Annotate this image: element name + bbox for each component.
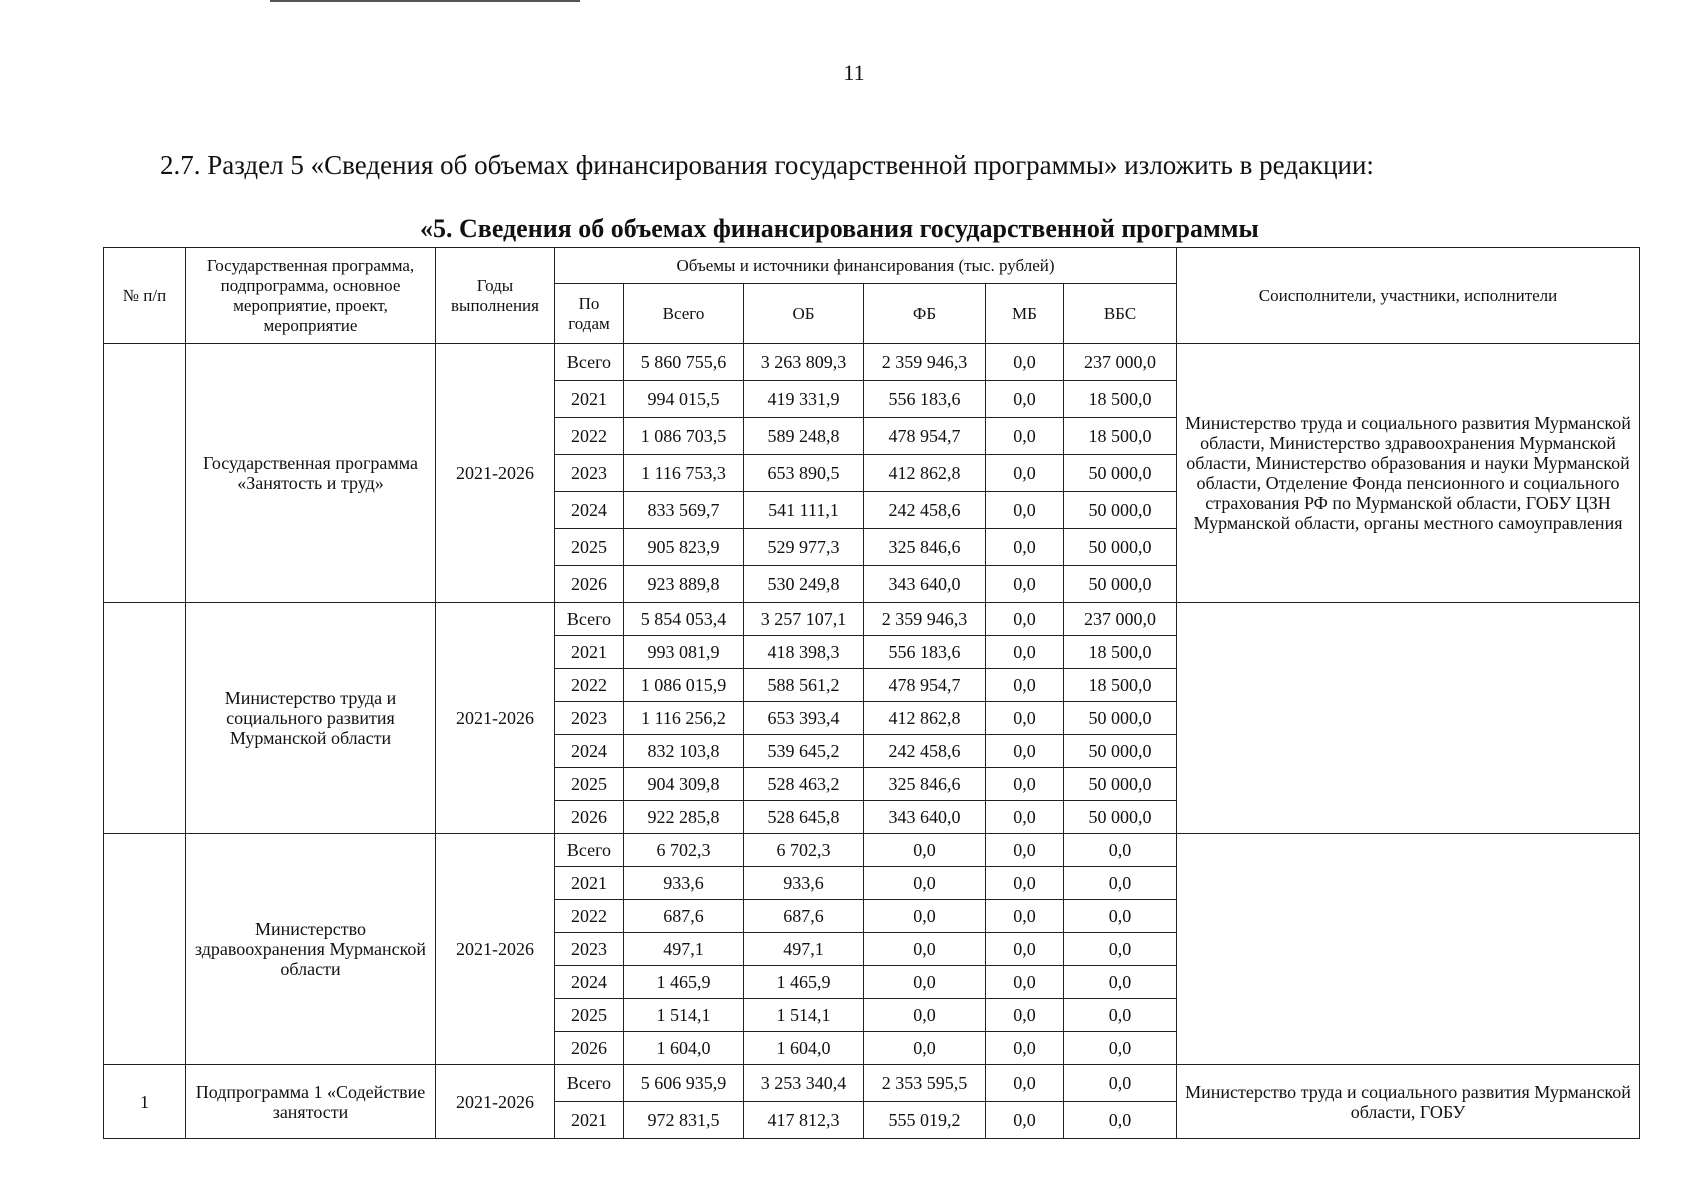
mb-cell: 0,0: [986, 603, 1064, 636]
fb-cell: 343 640,0: [864, 566, 986, 603]
fb-cell: 0,0: [864, 933, 986, 966]
total-cell: 993 081,9: [624, 636, 744, 669]
total-cell: 1 514,1: [624, 999, 744, 1032]
header-by-years: По годам: [555, 284, 624, 344]
total-cell: 905 823,9: [624, 529, 744, 566]
total-cell: 6 702,3: [624, 834, 744, 867]
vbs-cell: 0,0: [1064, 966, 1177, 999]
year-cell: 2025: [555, 529, 624, 566]
vbs-cell: 18 500,0: [1064, 381, 1177, 418]
vbs-cell: 50 000,0: [1064, 566, 1177, 603]
year-cell: 2023: [555, 455, 624, 492]
table-row: [104, 344, 1640, 381]
header-mb: МБ: [986, 284, 1064, 344]
table-row: [104, 1065, 1640, 1102]
fb-cell: 325 846,6: [864, 529, 986, 566]
intro-paragraph: 2.7. Раздел 5 «Сведения об объемах финансирования государственной программы» изложить в редакции:: [160, 150, 1374, 180]
fb-cell: 0,0: [864, 966, 986, 999]
fb-cell: 2 359 946,3: [864, 344, 986, 381]
total-cell: 923 889,8: [624, 566, 744, 603]
vbs-cell: 50 000,0: [1064, 455, 1177, 492]
mb-cell: 0,0: [986, 735, 1064, 768]
header-ob: ОБ: [744, 284, 864, 344]
year-cell: 2021: [555, 867, 624, 900]
year-cell: 2024: [555, 492, 624, 529]
year-cell: 2021: [555, 1102, 624, 1139]
mb-cell: 0,0: [986, 933, 1064, 966]
year-cell: 2024: [555, 735, 624, 768]
year-cell: 2025: [555, 768, 624, 801]
ob-cell: 3 263 809,3: [744, 344, 864, 381]
table-row: [104, 603, 1640, 636]
ob-cell: 589 248,8: [744, 418, 864, 455]
table-body: [104, 344, 1640, 1139]
fb-cell: 412 862,8: [864, 702, 986, 735]
years-range: 2021-2026: [436, 344, 555, 603]
mb-cell: 0,0: [986, 801, 1064, 834]
years-range: 2021-2026: [436, 834, 555, 1065]
total-cell: 1 604,0: [624, 1032, 744, 1065]
mb-cell: 0,0: [986, 492, 1064, 529]
vbs-cell: 0,0: [1064, 933, 1177, 966]
vbs-cell: 50 000,0: [1064, 801, 1177, 834]
ob-cell: 419 331,9: [744, 381, 864, 418]
vbs-cell: 0,0: [1064, 999, 1177, 1032]
year-cell: 2022: [555, 900, 624, 933]
program-name: Министерство здравоохранения Мурманской области: [186, 834, 436, 1065]
total-cell: 1 116 256,2: [624, 702, 744, 735]
year-cell: 2021: [555, 636, 624, 669]
executors-cell: [1177, 603, 1640, 834]
mb-cell: 0,0: [986, 702, 1064, 735]
mb-cell: 0,0: [986, 669, 1064, 702]
total-cell: 5 854 053,4: [624, 603, 744, 636]
mb-cell: 0,0: [986, 344, 1064, 381]
vbs-cell: 50 000,0: [1064, 735, 1177, 768]
total-cell: 933,6: [624, 867, 744, 900]
fb-cell: 555 019,2: [864, 1102, 986, 1139]
scan-artifact-line: [270, 0, 580, 2]
mb-cell: 0,0: [986, 966, 1064, 999]
fb-cell: 325 846,6: [864, 768, 986, 801]
ob-cell: 1 604,0: [744, 1032, 864, 1065]
fb-cell: 242 458,6: [864, 492, 986, 529]
fb-cell: 478 954,7: [864, 669, 986, 702]
year-cell: 2023: [555, 933, 624, 966]
ob-cell: 1 514,1: [744, 999, 864, 1032]
vbs-cell: 50 000,0: [1064, 768, 1177, 801]
vbs-cell: 0,0: [1064, 900, 1177, 933]
row-number: [104, 834, 186, 1065]
row-number: [104, 344, 186, 603]
fb-cell: 478 954,7: [864, 418, 986, 455]
header-total: Всего: [624, 284, 744, 344]
fb-cell: 0,0: [864, 834, 986, 867]
header-years: Годы выполнения: [436, 248, 555, 344]
fb-cell: 343 640,0: [864, 801, 986, 834]
years-range: 2021-2026: [436, 1065, 555, 1139]
vbs-cell: 0,0: [1064, 1102, 1177, 1139]
header-num: № п/п: [104, 248, 186, 344]
mb-cell: 0,0: [986, 900, 1064, 933]
year-cell: Всего: [555, 603, 624, 636]
ob-cell: 529 977,3: [744, 529, 864, 566]
table-row: [104, 834, 1640, 867]
total-cell: 922 285,8: [624, 801, 744, 834]
fb-cell: 412 862,8: [864, 455, 986, 492]
ob-cell: 528 645,8: [744, 801, 864, 834]
program-name: Подпрограмма 1 «Содействие занятости: [186, 1065, 436, 1139]
header-vbs: ВБС: [1064, 284, 1177, 344]
ob-cell: 497,1: [744, 933, 864, 966]
years-range: 2021-2026: [436, 603, 555, 834]
ob-cell: 541 111,1: [744, 492, 864, 529]
mb-cell: 0,0: [986, 867, 1064, 900]
vbs-cell: 237 000,0: [1064, 603, 1177, 636]
ob-cell: 539 645,2: [744, 735, 864, 768]
fb-cell: 556 183,6: [864, 381, 986, 418]
vbs-cell: 50 000,0: [1064, 492, 1177, 529]
mb-cell: 0,0: [986, 529, 1064, 566]
mb-cell: 0,0: [986, 1065, 1064, 1102]
year-cell: 2026: [555, 1032, 624, 1065]
vbs-cell: 50 000,0: [1064, 529, 1177, 566]
executors-cell: Министерство труда и социального развития Мурманской области, ГОБУ: [1177, 1065, 1640, 1139]
year-cell: 2021: [555, 381, 624, 418]
vbs-cell: 50 000,0: [1064, 702, 1177, 735]
ob-cell: 528 463,2: [744, 768, 864, 801]
vbs-cell: 18 500,0: [1064, 418, 1177, 455]
ob-cell: 653 393,4: [744, 702, 864, 735]
fb-cell: 556 183,6: [864, 636, 986, 669]
fb-cell: 0,0: [864, 900, 986, 933]
total-cell: 832 103,8: [624, 735, 744, 768]
year-cell: 2023: [555, 702, 624, 735]
year-cell: 2022: [555, 418, 624, 455]
total-cell: 972 831,5: [624, 1102, 744, 1139]
row-number: [104, 603, 186, 834]
header-executors: Соисполнители, участники, исполнители: [1177, 248, 1640, 344]
fb-cell: 0,0: [864, 1032, 986, 1065]
total-cell: 904 309,8: [624, 768, 744, 801]
mb-cell: 0,0: [986, 1032, 1064, 1065]
ob-cell: 3 253 340,4: [744, 1065, 864, 1102]
program-name: Министерство труда и социального развития Мурманской области: [186, 603, 436, 834]
total-cell: 497,1: [624, 933, 744, 966]
mb-cell: 0,0: [986, 768, 1064, 801]
year-cell: Всего: [555, 834, 624, 867]
total-cell: 1 086 703,5: [624, 418, 744, 455]
mb-cell: 0,0: [986, 834, 1064, 867]
header-fb: ФБ: [864, 284, 986, 344]
mb-cell: 0,0: [986, 455, 1064, 492]
mb-cell: 0,0: [986, 1102, 1064, 1139]
vbs-cell: 0,0: [1064, 834, 1177, 867]
total-cell: 5 606 935,9: [624, 1065, 744, 1102]
ob-cell: 588 561,2: [744, 669, 864, 702]
ob-cell: 933,6: [744, 867, 864, 900]
year-cell: 2026: [555, 801, 624, 834]
ob-cell: 3 257 107,1: [744, 603, 864, 636]
fb-cell: 242 458,6: [864, 735, 986, 768]
total-cell: 994 015,5: [624, 381, 744, 418]
vbs-cell: 18 500,0: [1064, 636, 1177, 669]
ob-cell: 417 812,3: [744, 1102, 864, 1139]
ob-cell: 687,6: [744, 900, 864, 933]
mb-cell: 0,0: [986, 418, 1064, 455]
vbs-cell: 0,0: [1064, 867, 1177, 900]
ob-cell: 530 249,8: [744, 566, 864, 603]
total-cell: 1 116 753,3: [624, 455, 744, 492]
fb-cell: 2 359 946,3: [864, 603, 986, 636]
header-name: Государственная программа, подпрограмма, основное мероприятие, проект, мероприятие: [186, 248, 436, 344]
ob-cell: 6 702,3: [744, 834, 864, 867]
ob-cell: 653 890,5: [744, 455, 864, 492]
mb-cell: 0,0: [986, 636, 1064, 669]
total-cell: 1 086 015,9: [624, 669, 744, 702]
year-cell: 2025: [555, 999, 624, 1032]
year-cell: 2024: [555, 966, 624, 999]
fb-cell: 2 353 595,5: [864, 1065, 986, 1102]
header-volumes: Объемы и источники финансирования (тыс. рублей): [555, 248, 1177, 284]
executors-cell: Министерство труда и социального развития Мурманской области, Министерство здравоохранения Мурманской области, Министерство образования и науки Мурманской области, Отделение Фонда пенсионного и социального страхования РФ по Мурманской области, ГОБУ ЦЗН Мурманской области, органы местного самоуправления: [1177, 344, 1640, 603]
vbs-cell: 0,0: [1064, 1032, 1177, 1065]
fb-cell: 0,0: [864, 867, 986, 900]
mb-cell: 0,0: [986, 999, 1064, 1032]
executors-cell: [1177, 834, 1640, 1065]
mb-cell: 0,0: [986, 381, 1064, 418]
vbs-cell: 18 500,0: [1064, 669, 1177, 702]
financing-table: [103, 247, 1640, 1139]
program-name: Государственная программа «Занятость и труд»: [186, 344, 436, 603]
ob-cell: 418 398,3: [744, 636, 864, 669]
total-cell: 5 860 755,6: [624, 344, 744, 381]
ob-cell: 1 465,9: [744, 966, 864, 999]
total-cell: 1 465,9: [624, 966, 744, 999]
total-cell: 687,6: [624, 900, 744, 933]
year-cell: 2022: [555, 669, 624, 702]
vbs-cell: 0,0: [1064, 1065, 1177, 1102]
vbs-cell: 237 000,0: [1064, 344, 1177, 381]
year-cell: 2026: [555, 566, 624, 603]
page-number: 11: [843, 60, 865, 85]
year-cell: Всего: [555, 344, 624, 381]
row-number: 1: [104, 1065, 186, 1139]
table-title: «5. Сведения об объемах финансирования государственной программы: [420, 214, 1259, 243]
fb-cell: 0,0: [864, 999, 986, 1032]
year-cell: Всего: [555, 1065, 624, 1102]
mb-cell: 0,0: [986, 566, 1064, 603]
total-cell: 833 569,7: [624, 492, 744, 529]
